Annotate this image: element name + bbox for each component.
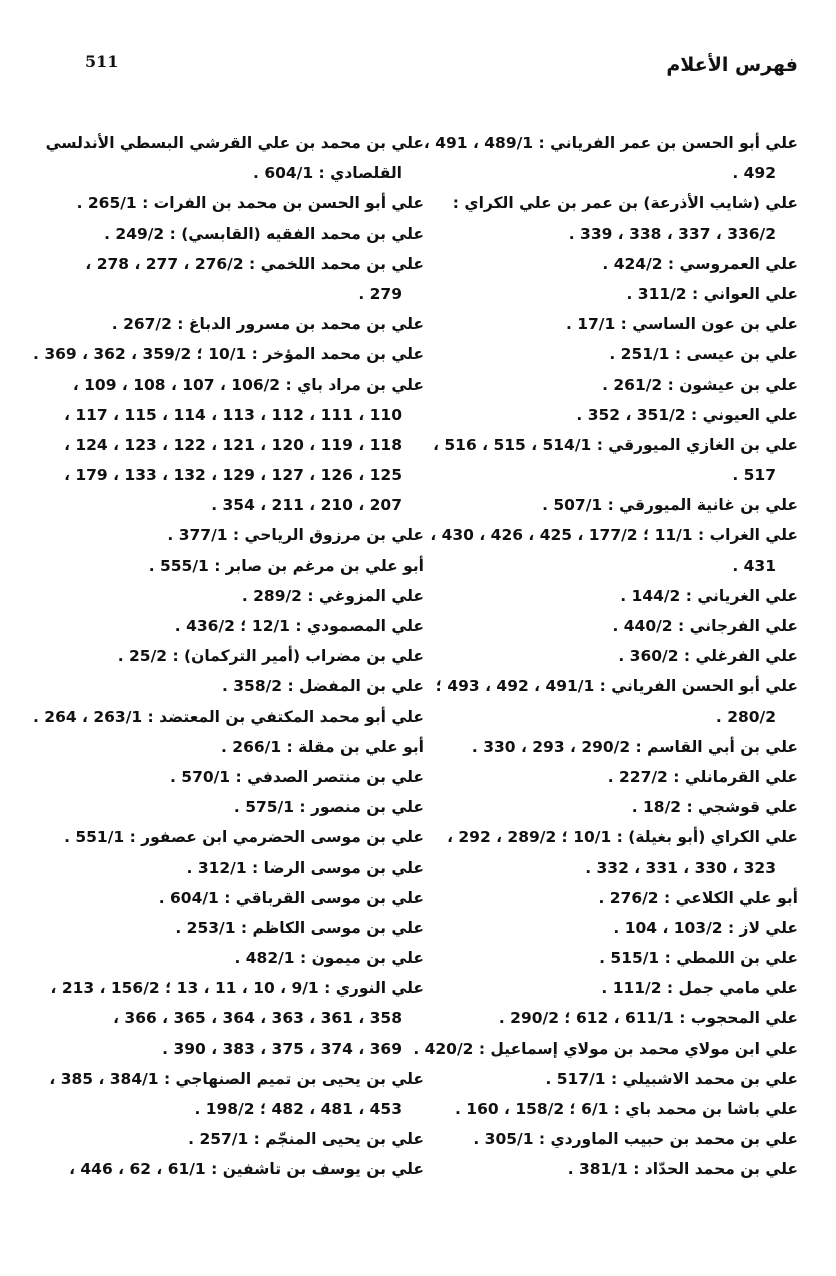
index-entry xyxy=(438,943,798,973)
index-entry xyxy=(438,370,798,400)
index-entry-continuation: 336/2 ، 337 ، 338 ، 339 . xyxy=(568,224,776,243)
index-entry-continuation: 323 ، 330 ، 331 ، 332 . xyxy=(585,858,776,877)
index-entry xyxy=(64,581,424,611)
index-entry xyxy=(33,702,424,732)
index-entry-line: علي بن يحيى المنجّم : 257/1 . xyxy=(188,1130,424,1149)
index-entry-line: علي بن عيشون : 261/2 . xyxy=(602,375,798,394)
index-entry-continuation: 453 ، 481 ، 482 ؛ 198/2 . xyxy=(194,1100,402,1118)
index-entry-line: علي بن محمد المؤخر : 10/1 ؛ 359/2 ، 362 ، 369 . xyxy=(33,345,424,364)
index-entry xyxy=(64,762,424,792)
index-entry-line: علي العواني : 311/2 . xyxy=(626,284,798,303)
index-entry xyxy=(438,973,798,1003)
index-entry-line: أبو علي بن مقلة : 266/1 . xyxy=(221,737,424,756)
index-entry-line: علي النوري : 9/1 ، 10 ، 11 ، 13 ؛ 156/2 ، 213 ، xyxy=(50,979,424,998)
index-entry-line: علي بن محمد الاشبيلي : 517/1 . xyxy=(545,1069,798,1088)
index-entry-line: علي بن منتصر الصدفي : 570/1 . xyxy=(169,767,424,786)
index-entry xyxy=(64,913,424,943)
running-title: فهرس الأعلام xyxy=(666,54,798,76)
index-entry-line: علي أبو الحسن بن محمد بن الفرات : 265/1 . xyxy=(76,194,424,213)
index-entry xyxy=(438,611,798,641)
index-entry-continuation: 369 ، 374 ، 375 ، 383 ، 390 . xyxy=(162,1039,402,1058)
index-entry-line: علي المحجوب : 611/1 ، 612 ؛ 290/2 . xyxy=(498,1009,798,1028)
index-entry-line: علي بن أبي القاسم : 290/2 ، 293 ، 330 . xyxy=(471,737,798,756)
index-entry xyxy=(438,490,798,520)
index-entry-line: علي بن الغازي الميورقي : 514/1 ، 515 ، 516 ، xyxy=(433,435,798,454)
index-entry-line: علي قوشجي : 18/2 . xyxy=(631,798,798,817)
index-entry-line: علي العمروسي : 424/2 . xyxy=(602,254,798,273)
page-number: 511 xyxy=(85,52,119,71)
index-entry xyxy=(438,339,798,369)
index-entry xyxy=(423,128,798,188)
index-entry-line: أبو علي الكلاعي : 276/2 . xyxy=(598,888,798,907)
index-entry xyxy=(435,671,798,731)
index-entry-line: علي بن عيسى : 251/1 . xyxy=(609,345,798,364)
index-entry xyxy=(64,611,424,641)
index-entry-continuation: 280/2 . xyxy=(715,707,776,726)
index-entry xyxy=(438,309,798,339)
index-entry-line: علي بن محمد الفقيه (القابسي) : 249/2 . xyxy=(104,224,424,243)
index-entry xyxy=(413,1034,798,1064)
index-entry-line: علي بن محمد بن علي القرشي البسطي الأندلسي xyxy=(45,134,424,152)
index-entry-line: علي بن يوسف بن تاشفين : 61/1 ، 62 ، 446 ، xyxy=(69,1160,424,1179)
index-entry xyxy=(438,1003,798,1033)
index-entry xyxy=(438,792,798,822)
index-column-right xyxy=(413,128,798,1185)
index-entry xyxy=(438,279,798,309)
index-entry-line: علي لاز : 103/2 ، 104 . xyxy=(613,918,798,937)
index-entry xyxy=(438,762,798,792)
index-entry-continuation: 358 ، 361 ، 363 ، 364 ، 365 ، 366 ، xyxy=(113,1009,402,1028)
index-entry xyxy=(50,973,424,1064)
index-entry xyxy=(438,883,798,913)
index-entry xyxy=(438,1064,798,1094)
index-entry-line: أبو علي بن مرغم بن صابر : 555/1 . xyxy=(148,556,424,575)
index-entry-line: علي المزوغي : 289/2 . xyxy=(241,586,424,605)
index-entry xyxy=(64,370,424,521)
index-entry xyxy=(430,520,798,580)
index-entry-line: علي بن مراد باي : 106/2 ، 107 ، 108 ، 109 ، xyxy=(72,375,424,394)
index-entry-continuation: 517 . xyxy=(732,466,776,485)
index-entry xyxy=(438,1094,798,1124)
index-entry-continuation: 125 ، 126 ، 127 ، 129 ، 132 ، 133 ، 179 ، xyxy=(64,466,402,485)
index-entry xyxy=(438,641,798,671)
index-entry-line: علي بن محمد بن مسرور الدباغ : 267/2 . xyxy=(111,315,424,334)
index-entry-line: علي الغرياني : 144/2 . xyxy=(620,586,798,605)
index-entry-line: علي أبو الحسن بن عمر الفرياني : 489/1 ، 491 ، xyxy=(423,134,798,152)
index-entry xyxy=(64,551,424,581)
index-entry xyxy=(64,641,424,671)
index-entry-continuation: 207 ، 210 ، 211 ، 354 . xyxy=(211,496,402,515)
index-entry xyxy=(64,1154,424,1184)
index-entry xyxy=(64,1124,424,1154)
index-entry-line: علي بن محمد الحدّاد : 381/1 . xyxy=(567,1160,798,1179)
index-entry xyxy=(438,732,798,762)
index-entry-line: علي بن موسى الحضرمي ابن عصفور : 551/1 . xyxy=(64,828,424,847)
index-entry-line: علي بن ميمون : 482/1 . xyxy=(234,949,424,968)
index-entry-line: علي مامي جمل : 111/2 . xyxy=(601,979,798,998)
index-entry xyxy=(64,732,424,762)
index-entry-line: علي الكراي (أبو بغيلة) : 10/1 ؛ 289/2 ، 292 ، xyxy=(447,828,798,847)
index-entry-line: علي القرمانلي : 227/2 . xyxy=(607,767,798,786)
index-entry xyxy=(438,249,798,279)
index-entry xyxy=(49,1064,424,1124)
index-entry-line: علي بن اللمطي : 515/1 . xyxy=(599,949,798,968)
index-entry xyxy=(64,822,424,852)
index-entry xyxy=(438,188,798,248)
index-entry-continuation: 118 ، 119 ، 120 ، 121 ، 122 ، 123 ، 124 ، xyxy=(64,435,402,454)
index-entry-line: علي الفرغلي : 360/2 . xyxy=(618,647,798,666)
index-entry-line: علي باشا بن محمد باي : 6/1 ؛ 158/2 ، 160 . xyxy=(455,1100,798,1118)
index-entry-line: علي بن مرزوق الرياحي : 377/1 . xyxy=(167,526,424,545)
index-entry xyxy=(33,339,424,369)
index-entry xyxy=(433,430,798,490)
index-entry-continuation: 110 ، 111 ، 112 ، 113 ، 114 ، 115 ، 117 ، xyxy=(64,405,402,424)
index-entry-line: علي بن يحيى بن تميم الصنهاجي : 384/1 ، 385 ، xyxy=(49,1069,424,1088)
index-entry xyxy=(64,249,424,309)
index-entry-line: علي العيوني : 351/2 ، 352 . xyxy=(576,405,798,424)
index-entry xyxy=(64,520,424,550)
index-entry xyxy=(438,581,798,611)
index-entry xyxy=(438,1124,798,1154)
index-entry-continuation: 492 . xyxy=(732,164,776,183)
index-entry-line: علي أبو الحسن الفرياني : 491/1 ، 492 ، 493 ؛ xyxy=(435,677,798,696)
index-entry-line: علي أبو محمد المكتفي بن المعتضد : 263/1 ، 264 . xyxy=(33,707,424,726)
index-entry-line: علي الغراب : 11/1 ؛ 177/2 ، 425 ، 426 ، 430 ، xyxy=(430,526,798,545)
index-entry xyxy=(64,792,424,822)
index-entry-line: علي بن مضراب (أمير التركمان) : 25/2 . xyxy=(117,647,424,666)
index-entry-continuation: 431 . xyxy=(732,556,776,575)
index-entry xyxy=(64,219,424,249)
index-column-left xyxy=(33,128,424,1185)
index-entry-continuation: القلصادي : 604/1 . xyxy=(253,164,402,183)
index-entry-line: علي بن محمد اللخمي : 276/2 ، 277 ، 278 ، xyxy=(85,254,424,273)
index-entry-line: علي بن موسى الكاظم : 253/1 . xyxy=(175,918,424,937)
index-entry xyxy=(64,883,424,913)
index-entry-line: علي المصمودي : 12/1 ؛ 436/2 . xyxy=(174,617,424,635)
index-entry-line: علي بن موسى الرضا : 312/1 . xyxy=(186,858,424,877)
index-entry xyxy=(45,128,424,188)
index-entry-line: علي بن محمد بن حبيب الماوردي : 305/1 . xyxy=(473,1130,798,1149)
index-entry-line: علي بن عون الساسي : 17/1 . xyxy=(565,315,798,334)
index-entry xyxy=(438,1154,798,1184)
index-entry xyxy=(64,188,424,218)
index-entry-line: علي بن منصور : 575/1 . xyxy=(233,798,424,817)
index-entry-line: علي ابن مولاي محمد بن مولاي إسماعيل : 420/2 . xyxy=(413,1039,798,1058)
index-entry xyxy=(64,943,424,973)
index-entry xyxy=(438,400,798,430)
index-entry xyxy=(438,822,798,882)
index-entry xyxy=(64,309,424,339)
index-entry-line: علي بن موسى القرباقي : 604/1 . xyxy=(158,888,424,907)
index-entry-continuation: 279 . xyxy=(358,284,402,303)
index-entry-line: علي بن غانية الميورقي : 507/1 . xyxy=(542,496,798,515)
index-entry-line: علي (شايب الأذرعة) بن عمر بن علي الكراي : xyxy=(452,194,798,213)
index-entry xyxy=(64,853,424,883)
index-entry xyxy=(438,913,798,943)
index-entry-line: علي الفرجاني : 440/2 . xyxy=(612,617,798,635)
index-entry xyxy=(64,671,424,701)
index-entry-line: علي بن المفضل : 358/2 . xyxy=(221,677,424,696)
